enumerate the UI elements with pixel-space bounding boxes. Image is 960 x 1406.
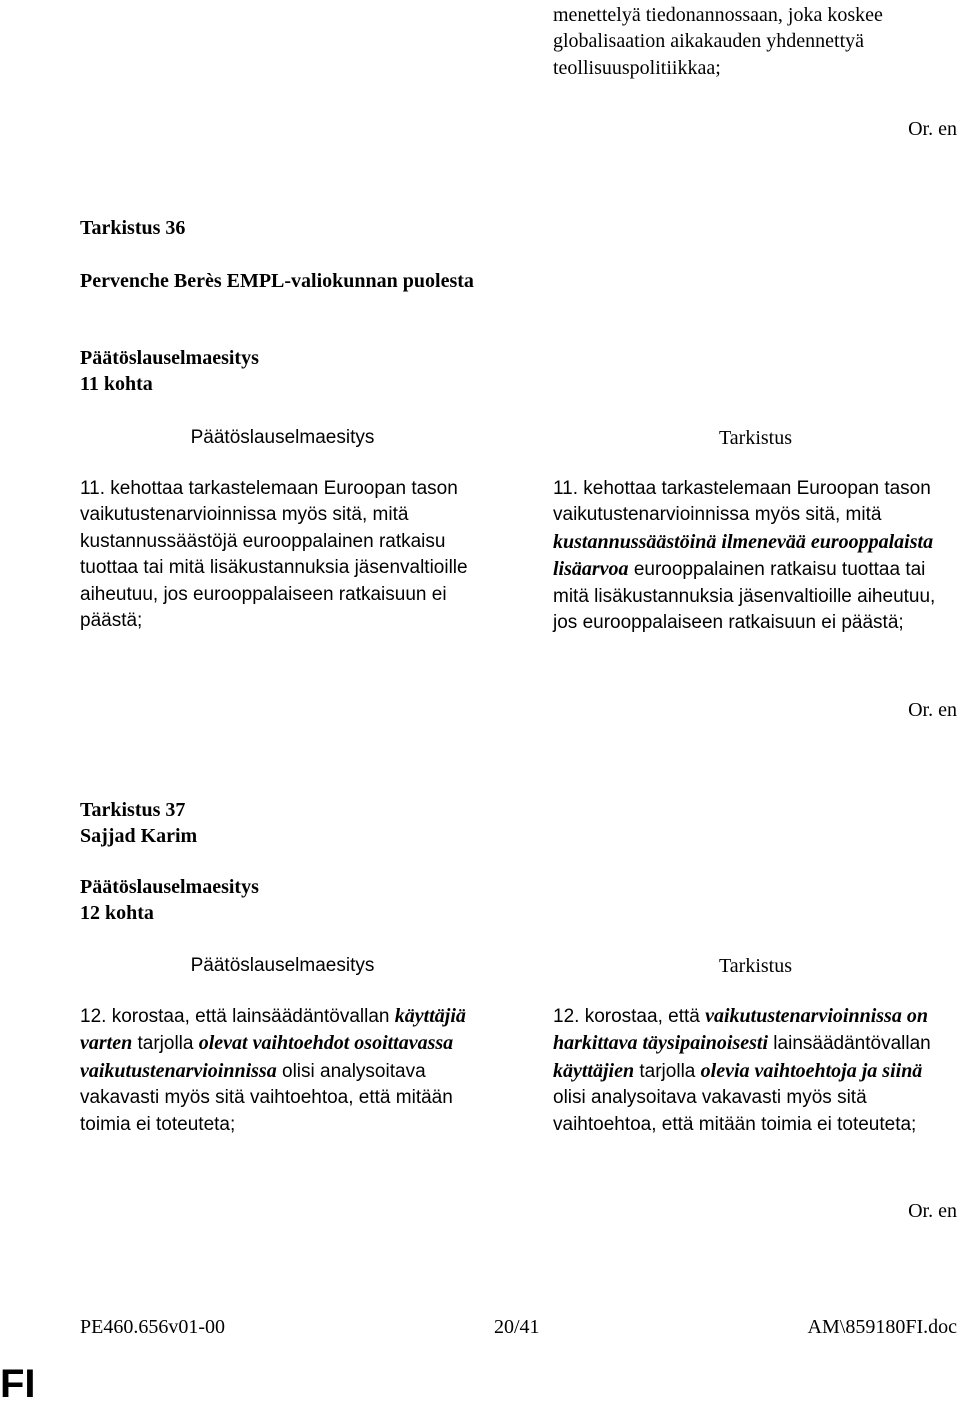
text-run: lainsäädäntövallan (768, 1033, 931, 1055)
inserted-text: käyttäjiä varten (80, 1005, 466, 1055)
amendment-37-right-header: Tarkistus (718, 955, 793, 977)
amendment-36-title: Tarkistus 36 (80, 217, 186, 239)
text-run: 11. kehottaa tarkastelemaan Euroopan tason vaikutustenarvioinnissa myös sitä, mitä (553, 478, 931, 526)
text-run: tarjolla (132, 1033, 199, 1055)
inserted-text: vaikutustenarvioinnissa on harkittava täysipainoisesti (553, 1005, 928, 1055)
amendment-37-author: Sajjad Karim (80, 825, 198, 847)
intro-line-1: menettelyä tiedonannossaan, joka koskee (553, 4, 883, 26)
original-language-1: Or. en (908, 118, 957, 140)
text-run: tarjolla (634, 1060, 701, 1082)
text-run: 12. korostaa, että lainsäädäntövallan (80, 1006, 395, 1027)
text-run: eurooppalainen ratkaisu tuottaa tai mitä lisäkustannuksia jäsenvaltioille aiheutuu, jos eurooppalaiseen ratkaisuun ei päästä; (553, 559, 936, 634)
original-language-2: Or. en (908, 699, 957, 721)
amendment-37-amended-text (553, 1003, 958, 1138)
amendment-36-doc-type: Päätöslauselmaesitys (80, 347, 259, 369)
text-run: olisi analysoitava vakavasti myös sitä vaihtoehtoa, että mitään toimia ei toteuteta; (80, 1060, 453, 1135)
amendment-36-original-text: 11. kehottaa tarkastelemaan Euroopan tason vaikutustenarvioinnissa myös sitä, mitä kustannussäästöjä eurooppalainen ratkaisu tuottaa tai mitä lisäkustannuksia jäsenvaltioille aiheutuu, jos eurooppalaiseen ratkaisuun ei päästä; (80, 478, 468, 632)
footer-page-number: 20/41 (494, 1316, 540, 1338)
inserted-text: olevat vaihtoehdot osoittavassa vaikutustenarvioinnissa (80, 1032, 454, 1082)
original-language-3: Or. en (908, 1200, 957, 1222)
intro-line-3: teollisuuspolitiikkaa; (553, 56, 721, 79)
amendment-37-point: 12 kohta (80, 902, 154, 924)
text-run: 12. korostaa, että (553, 1006, 706, 1027)
intro-text (553, 2, 958, 81)
amendment-37-title: Tarkistus 37 (80, 799, 186, 821)
amendment-36-point: 11 kohta (80, 373, 153, 395)
amendment-36-author: Pervenche Berès EMPL-valiokunnan puolesta (80, 270, 474, 292)
footer-file-name: AM\859180FI.doc (807, 1316, 957, 1338)
inserted-text: olevia vaihtoehtoja ja siinä (700, 1059, 923, 1082)
language-code: FI (0, 1362, 36, 1406)
footer-document-reference: PE460.656v01-00 (80, 1316, 225, 1338)
amendment-36-amended-text (553, 476, 958, 636)
amendment-37-original-text (80, 1003, 485, 1138)
amendment-37-left-header: Päätöslauselmaesitys (190, 955, 375, 976)
inserted-text: kustannussäästöinä ilmenevää eurooppalaista lisäarvoa (553, 530, 934, 581)
intro-line-2: globalisaation aikakauden yhdennettyä (553, 30, 865, 53)
inserted-text: käyttäjien (553, 1059, 635, 1082)
amendment-36-left-header: Päätöslauselmaesitys (190, 427, 375, 448)
amendment-36-right-header: Tarkistus (718, 427, 793, 449)
amendment-37-doc-type: Päätöslauselmaesitys (80, 876, 259, 898)
text-run: olisi analysoitava vakavasti myös sitä vaihtoehtoa, että mitään toimia ei toteuteta; (553, 1087, 917, 1135)
